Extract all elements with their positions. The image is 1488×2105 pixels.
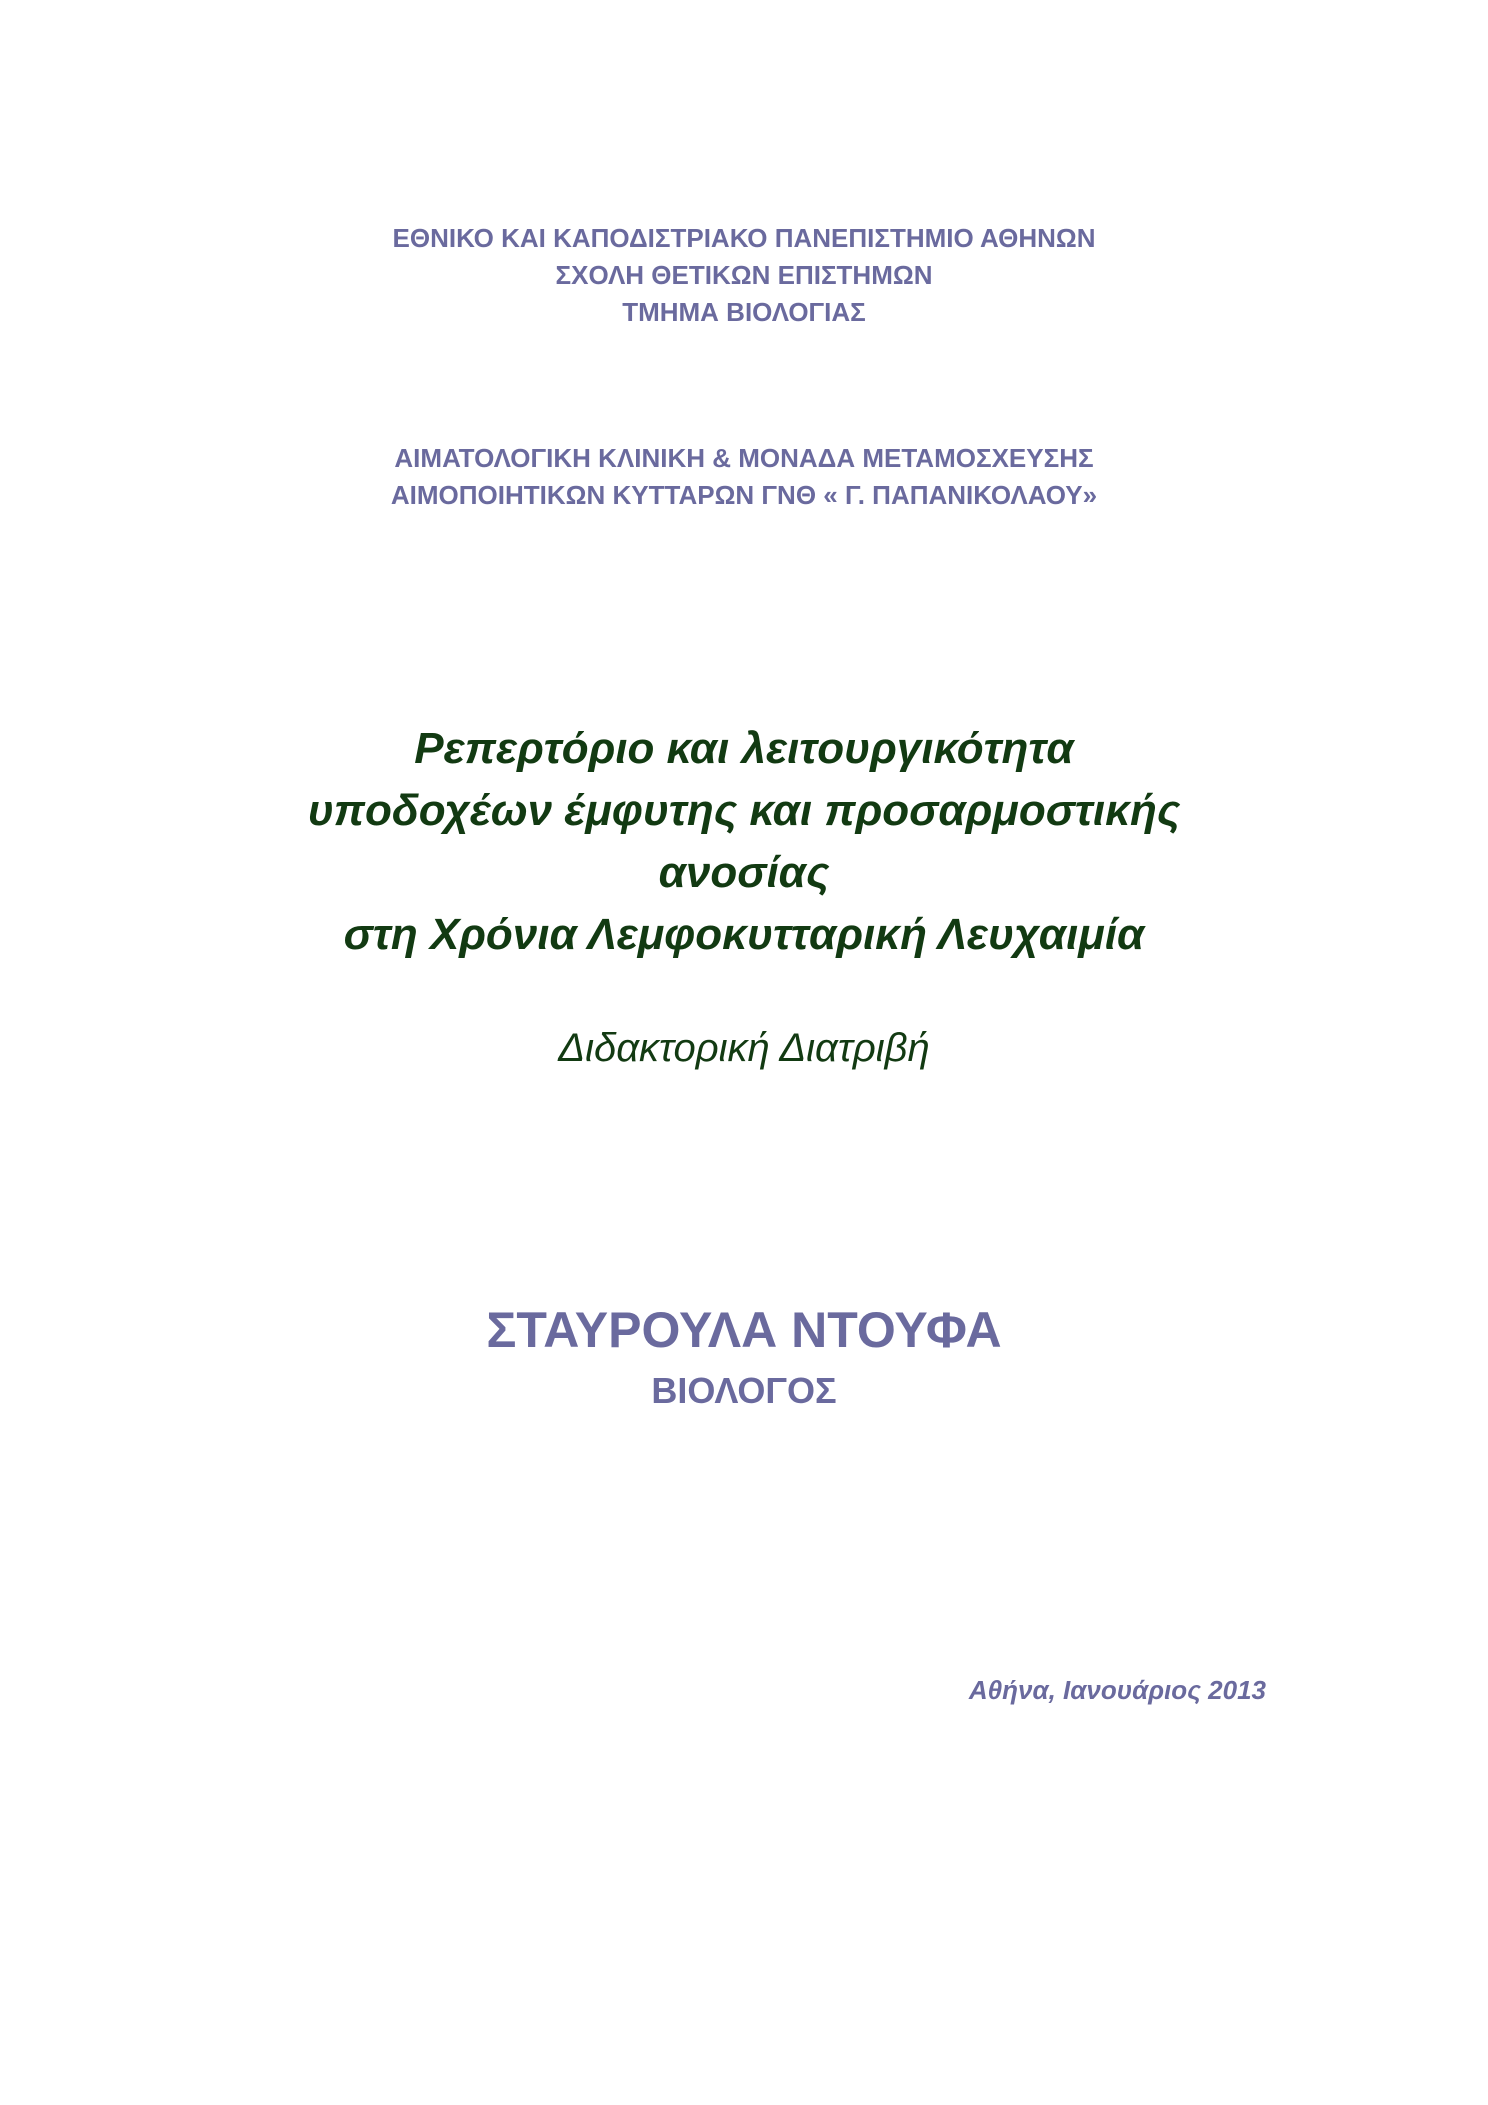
- author-profession: [0, 1366, 1488, 1416]
- thesis-title-line-1: Ρεπερτόριο και λειτουργικότητα: [414, 724, 1074, 773]
- university-name: ΕΘΝΙΚΟ ΚΑΙ ΚΑΠΟΔΙΣΤΡΙΑΚΟ ΠΑΝΕΠΙΣΤΗΜΙΟ ΑΘΗΝΩΝ: [392, 223, 1096, 253]
- department-name: ΤΜΗΜΑ ΒΙΟΛΟΓΙΑΣ: [622, 297, 866, 327]
- thesis-type-label: Διδακτορική Διατριβή: [558, 1026, 930, 1070]
- thesis-title-line-2: υποδοχέων έμφυτης και προσαρμοστικής: [307, 786, 1181, 835]
- thesis-type: [0, 1020, 1488, 1076]
- clinic-name-line-1: ΑΙΜΑΤΟΛΟΓΙΚΗ ΚΛΙΝΙΚΗ & ΜΟΝΑΔΑ ΜΕΤΑΜΟΣΧΕΥΣΗΣ: [394, 443, 1094, 473]
- clinic-header: [0, 440, 1488, 514]
- thesis-title-line-3: ανοσίας: [658, 848, 830, 897]
- thesis-title: [0, 718, 1488, 966]
- author-profession-text: ΒΙΟΛΟΓΟΣ: [651, 1370, 837, 1411]
- school-name: ΣΧΟΛΗ ΘΕΤΙΚΩΝ ΕΠΙΣΤΗΜΩΝ: [555, 260, 933, 290]
- place-date: Αθήνα, Ιανουάριος 2013: [968, 1675, 1266, 1705]
- institution-header: [0, 220, 1488, 331]
- author-name: [0, 1298, 1488, 1362]
- clinic-name-line-2: ΑΙΜΟΠΟΙΗΤΙΚΩΝ ΚΥΤΤΑΡΩΝ ΓΝΘ « Γ. ΠΑΠΑΝΙΚΟΛΑΟΥ»: [390, 480, 1098, 510]
- thesis-title-line-4: στη Χρόνια Λεμφοκυτταρική Λευχαιμία: [343, 910, 1145, 959]
- author-name-text: ΣΤΑΥΡΟΥΛΑ ΝΤΟΥΦΑ: [486, 1302, 1002, 1358]
